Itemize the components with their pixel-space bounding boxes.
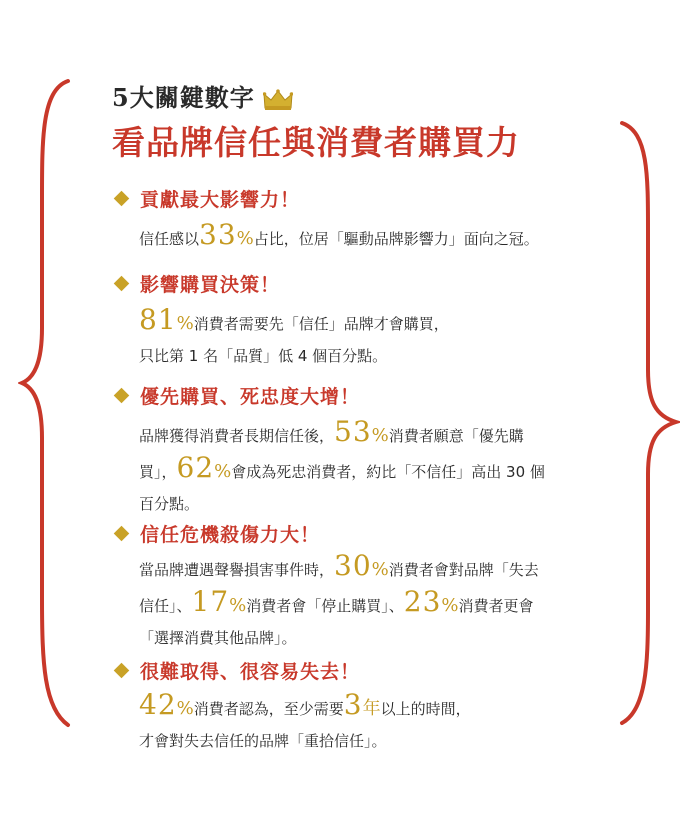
percent-sign: % — [214, 461, 232, 482]
section-title: 信任危機殺傷力大！ — [140, 523, 321, 546]
crown-icon — [263, 89, 293, 111]
body-text: 買」， — [139, 463, 177, 481]
subtitle-row — [112, 78, 520, 113]
diamond-bullet-icon — [114, 662, 130, 678]
year-unit: 年 — [362, 698, 381, 719]
body-text: 消費者需要先「信任」品牌才會購買， — [193, 315, 449, 333]
body-line — [139, 219, 607, 255]
percent-sign: % — [176, 313, 194, 334]
section-body — [139, 550, 607, 654]
right-curly-brace — [600, 120, 680, 726]
percent-sign: % — [441, 595, 459, 616]
section-body — [139, 304, 607, 372]
body-text: 會成為死忠消費者，約比「不信任」高出 30 個 — [231, 463, 545, 481]
body-line — [139, 340, 607, 372]
body-text: 信任」、 — [139, 597, 192, 615]
section-hard-to-earn — [112, 655, 607, 757]
stat-number: 62 — [176, 451, 215, 484]
section-heading — [112, 183, 607, 213]
section-body — [139, 219, 607, 255]
body-text: 消費者願意「優先購 — [388, 427, 524, 445]
body-text: 百分點。 — [139, 495, 200, 513]
section-purchase-decision — [112, 268, 607, 372]
body-text: 以上的時間， — [380, 700, 471, 718]
body-line — [139, 550, 607, 586]
body-text: 消費者會對品牌「失去 — [388, 561, 539, 579]
section-priority-loyalty — [112, 380, 607, 520]
section-contribution — [112, 183, 607, 255]
section-title: 很難取得、很容易失去！ — [140, 660, 361, 683]
body-line — [139, 304, 607, 340]
body-text: 「選擇消費其他品牌」。 — [139, 629, 297, 647]
section-body — [139, 689, 607, 757]
percent-sign: % — [236, 228, 254, 249]
body-line — [139, 416, 607, 452]
percent-sign: % — [371, 425, 389, 446]
section-heading — [112, 268, 607, 298]
percent-sign: % — [371, 559, 389, 580]
diamond-bullet-icon — [114, 525, 130, 541]
section-heading — [112, 518, 607, 548]
page-title: 看品牌信任與消費者購買力 — [112, 123, 520, 162]
body-line — [139, 488, 607, 520]
body-text: 當品牌遭遇聲譽損害事件時， — [139, 561, 335, 579]
body-text: 消費者更會 — [458, 597, 534, 615]
section-trust-crisis — [112, 518, 607, 654]
stat-number: 42 — [139, 688, 177, 721]
section-body — [139, 416, 607, 520]
stat-number: 33 — [199, 218, 237, 251]
body-text: 品牌獲得消費者長期信任後， — [139, 427, 335, 445]
percent-sign: % — [229, 595, 247, 616]
stat-number: 17 — [191, 585, 230, 618]
percent-sign: % — [176, 698, 194, 719]
body-line — [139, 622, 607, 654]
stat-number: 3 — [343, 688, 363, 721]
section-title: 貢獻最大影響力！ — [140, 188, 301, 211]
section-heading — [112, 380, 607, 410]
body-text: 消費者會「停止購買」、 — [246, 597, 404, 615]
section-title: 影響購買決策！ — [140, 273, 281, 296]
stat-number: 30 — [334, 549, 372, 582]
body-line — [139, 452, 607, 488]
section-title: 優先購買、死忠度大增！ — [140, 385, 361, 408]
body-line — [139, 689, 607, 725]
subtitle: 5大關鍵數字 — [112, 83, 255, 112]
header — [112, 78, 520, 164]
stat-number: 53 — [334, 415, 372, 448]
body-text: 占比，位居「驅動品牌影響力」面向之冠。 — [253, 230, 539, 248]
body-line — [139, 586, 607, 622]
body-text: 信任感以 — [139, 230, 200, 248]
diamond-bullet-icon — [114, 387, 130, 403]
section-heading — [112, 655, 607, 685]
stat-number: 81 — [139, 303, 177, 336]
body-text: 消費者認為，至少需要 — [193, 700, 344, 718]
body-line — [139, 725, 607, 757]
body-text: 才會對失去信任的品牌「重拾信任」。 — [139, 732, 387, 750]
diamond-bullet-icon — [114, 190, 130, 206]
body-text: 只比第 1 名「品質」低 4 個百分點。 — [139, 347, 388, 365]
stat-number: 23 — [403, 585, 442, 618]
left-curly-brace — [18, 78, 74, 728]
diamond-bullet-icon — [114, 275, 130, 291]
